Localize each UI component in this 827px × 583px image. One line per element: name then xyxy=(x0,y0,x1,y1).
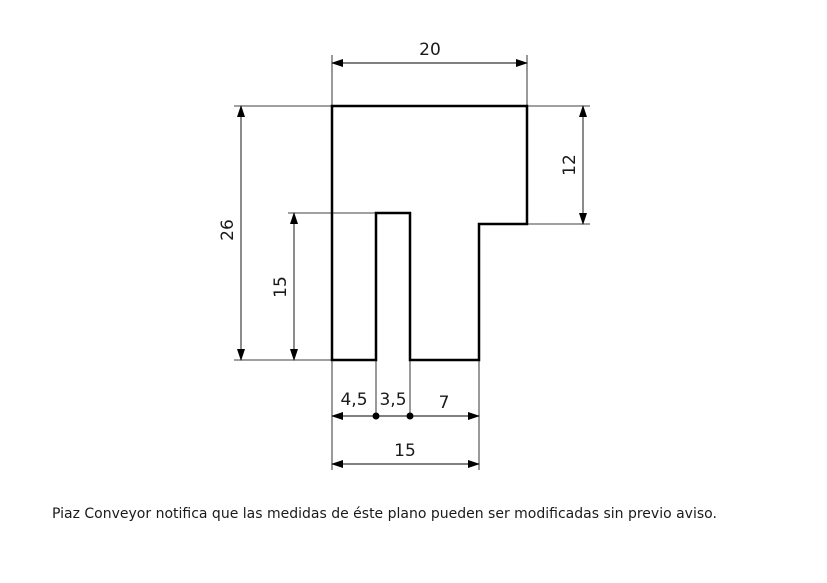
dim-label-slot-height: 15 xyxy=(271,276,291,298)
dim-label-bottom-overall: 15 xyxy=(394,441,416,461)
dim-label-bottom-right: 7 xyxy=(438,393,450,413)
extension-lines xyxy=(234,55,590,470)
dim-label-right-step: 12 xyxy=(560,154,580,176)
dimension-lines xyxy=(241,63,583,464)
disclaimer-text: Piaz Conveyor notifica que las medidas de éste plano pueden ser modificadas sin previo aviso. xyxy=(52,506,717,522)
dim-label-bottom-slot: 3,5 xyxy=(379,390,407,410)
chain-dot-right xyxy=(407,413,414,420)
chain-dot-left xyxy=(373,413,380,420)
profile-outline xyxy=(332,106,527,360)
dim-label-overall-height: 26 xyxy=(218,219,238,241)
dim-label-top-width: 20 xyxy=(419,40,441,60)
dim-label-bottom-left: 4,5 xyxy=(340,390,368,410)
